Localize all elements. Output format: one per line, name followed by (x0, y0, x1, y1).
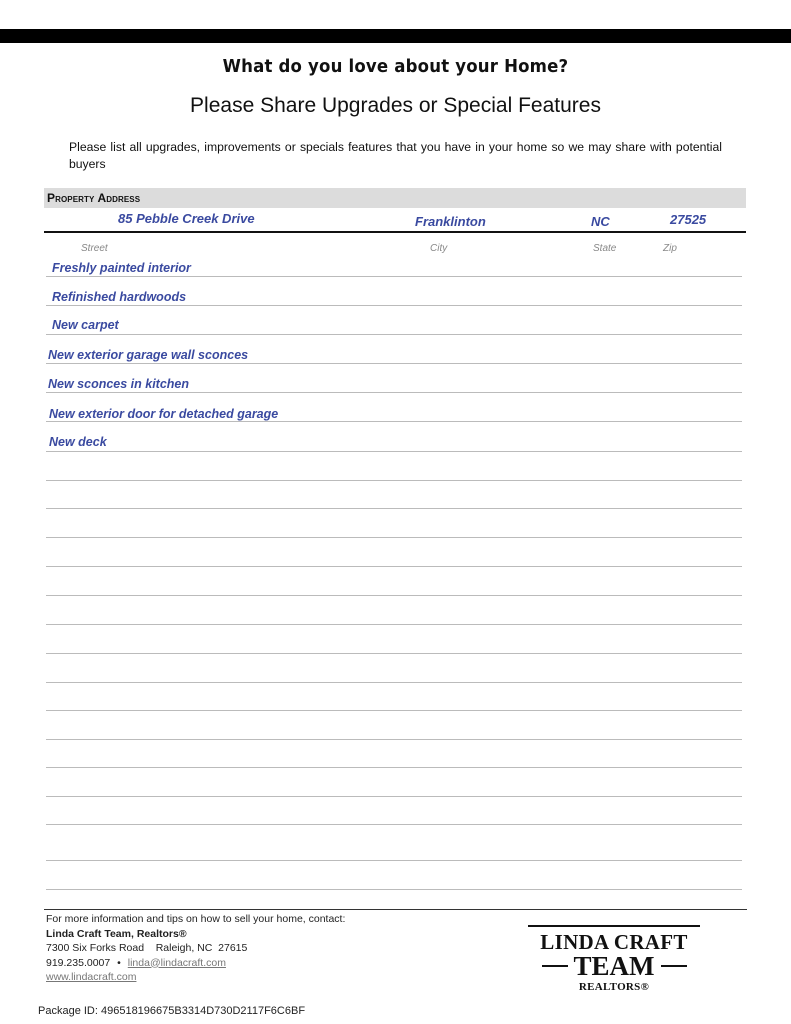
phone-email-row (46, 956, 345, 971)
logo-line-2-row (525, 953, 703, 979)
entry-line[interactable] (46, 767, 742, 768)
intro-text: Please list all upgrades, improvements or specials features that you have in your home so we may share with potential buyers (69, 140, 722, 171)
zip-caption: Zip (663, 243, 677, 254)
phone-number: 919.235.0007 (46, 956, 111, 969)
logo-dash-right (661, 965, 687, 967)
entry-line[interactable] (46, 537, 742, 538)
entry-line[interactable] (46, 305, 742, 306)
email-link[interactable]: linda@lindacraft.com (127, 956, 226, 969)
address-underline (44, 231, 746, 233)
logo-line-3: REALTORS® (578, 981, 650, 993)
entry-line[interactable] (46, 508, 742, 509)
entry-line[interactable] (46, 421, 742, 422)
city-field[interactable]: Franklinton (415, 214, 486, 229)
feature-item[interactable]: New exterior door for detached garage (49, 407, 279, 421)
entry-line[interactable] (46, 624, 742, 625)
top-black-bar (0, 29, 791, 43)
entry-line[interactable] (46, 796, 742, 797)
property-address-header (44, 188, 746, 208)
contact-block (46, 912, 345, 985)
website-link[interactable]: www.lindacraft.com (46, 971, 137, 983)
company-logo (525, 925, 703, 993)
state-caption: State (593, 243, 617, 254)
logo-line-2: TEAM (573, 951, 655, 981)
entry-line[interactable] (46, 392, 742, 393)
feature-item[interactable]: Freshly painted interior (52, 261, 191, 275)
contact-intro: For more information and tips on how to sell your home, contact: (46, 913, 346, 925)
entry-line[interactable] (46, 860, 742, 861)
zip-field[interactable]: 27525 (670, 212, 707, 227)
entry-line[interactable] (46, 451, 742, 452)
entry-line[interactable] (46, 682, 742, 683)
entry-line[interactable] (46, 276, 742, 277)
logo-line-1: LINDA CRAFT (540, 930, 688, 954)
entry-line[interactable] (46, 566, 742, 567)
feature-item[interactable]: New exterior garage wall sconces (48, 348, 249, 362)
feature-item[interactable]: New carpet (52, 318, 119, 332)
feature-item[interactable]: New sconces in kitchen (48, 377, 190, 391)
entry-line[interactable] (46, 595, 742, 596)
entry-line[interactable] (46, 363, 742, 364)
footer-divider (44, 909, 747, 910)
entry-line[interactable] (46, 739, 742, 740)
bullet-separator: • (117, 956, 121, 969)
city-caption: City (430, 243, 448, 254)
street-caption: Street (81, 243, 108, 254)
state-field[interactable]: NC (591, 214, 610, 229)
package-id: Package ID: 496518196675B3314D730D2117F6C6BF (38, 1005, 306, 1017)
page-title: What do you love about your Home? (222, 56, 569, 77)
entry-line[interactable] (46, 334, 742, 335)
entry-line[interactable] (46, 710, 742, 711)
logo-dash-left (542, 965, 568, 967)
company-name: Linda Craft Team, Realtors® (46, 927, 187, 940)
feature-item[interactable]: New deck (49, 435, 107, 449)
entry-line[interactable] (46, 653, 742, 654)
logo-rule (528, 925, 700, 927)
entry-line[interactable] (46, 824, 742, 825)
feature-item[interactable]: Refinished hardwoods (52, 290, 187, 304)
street-field[interactable]: 85 Pebble Creek Drive (118, 211, 255, 226)
property-address-label: Property Address (47, 191, 141, 205)
page-subtitle: Please Share Upgrades or Special Features (190, 94, 601, 117)
company-address: 7300 Six Forks Road Raleigh, NC 27615 (46, 942, 248, 954)
entry-line[interactable] (46, 480, 742, 481)
entry-line[interactable] (46, 889, 742, 890)
